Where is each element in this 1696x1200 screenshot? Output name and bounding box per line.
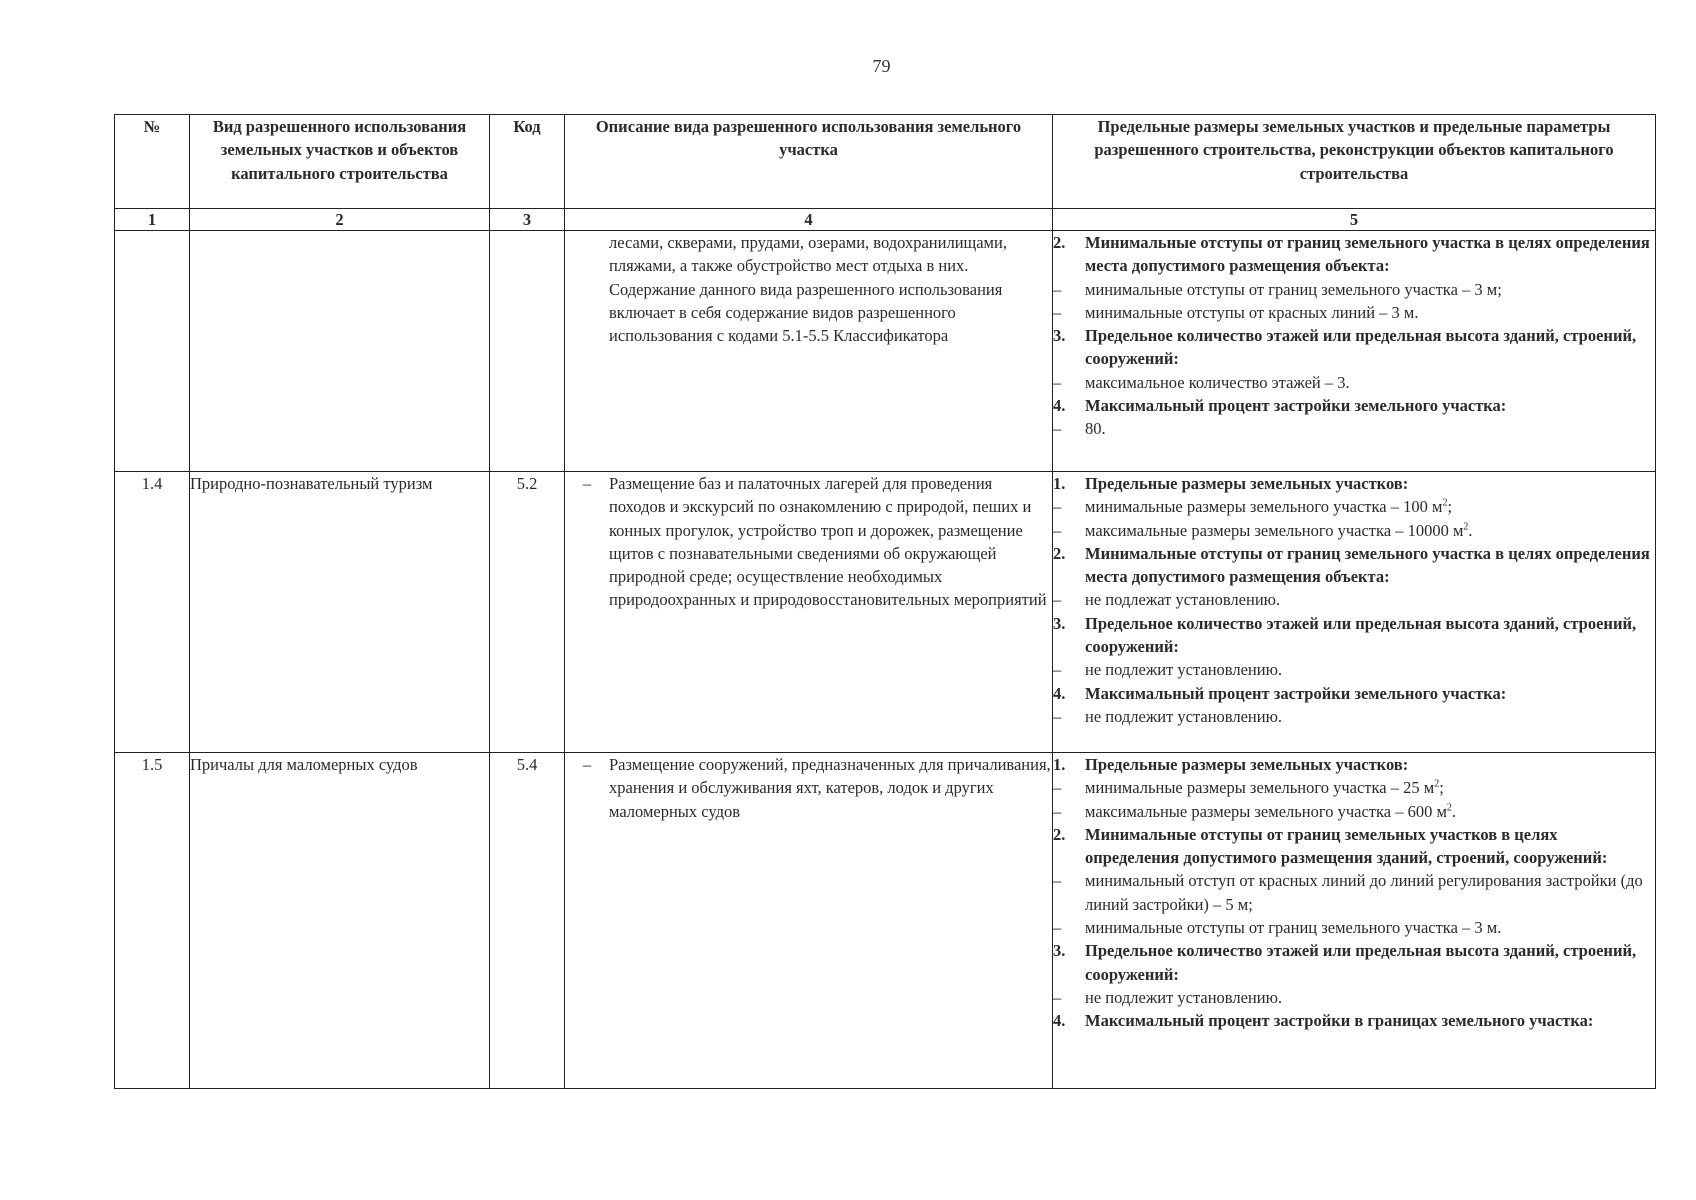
- limit-marker: –: [1053, 706, 1062, 726]
- limit-text-main: 80.: [1085, 419, 1106, 439]
- limit-text-main: Предельное количество этажей или предельная высота зданий, строений, сооружений:: [1085, 613, 1637, 657]
- limit-text: [1085, 371, 1655, 394]
- limit-heading: [1053, 394, 1655, 417]
- limit-text: [1085, 612, 1655, 659]
- limit-marker: 4.: [1053, 396, 1066, 416]
- description-dash: –: [582, 755, 592, 774]
- description-dash: –: [582, 474, 592, 493]
- limit-text: [1085, 1009, 1655, 1032]
- limit-item: [1053, 869, 1655, 916]
- limit-marker: –: [1053, 778, 1062, 798]
- limit-heading: [1053, 823, 1655, 870]
- description-text: Размещение сооружений, предназначенных для причаливания, хранения и обслуживания яхт, катеров, лодок и других маломерных судов: [609, 755, 1051, 821]
- limit-text-main: не подлежит установлению.: [1085, 660, 1283, 680]
- limit-text-main: не подлежат установлению.: [1085, 590, 1281, 610]
- limit-marker: –: [1053, 419, 1062, 439]
- limit-marker: –: [1053, 918, 1062, 938]
- limit-marker: 3.: [1053, 326, 1066, 346]
- limit-unit-sup: 2: [1434, 778, 1440, 790]
- limit-text-main: минимальные отступы от границ земельного участка – 3 м;: [1085, 279, 1502, 299]
- limit-text-tail: .: [1468, 520, 1473, 540]
- limit-text-main: минимальный отступ от красных линий до линий регулирования застройки (до линий застройки) – 5 м;: [1085, 871, 1643, 914]
- limit-text-main: минимальные отступы от красных линий – 3 м.: [1085, 302, 1419, 322]
- limit-item: [1053, 417, 1655, 440]
- limit-text-main: Предельные размеры земельных участков:: [1085, 755, 1409, 774]
- limit-text: [1085, 800, 1655, 823]
- description-item: [565, 231, 1052, 347]
- row-description-cell: [565, 231, 1053, 472]
- limit-marker: 3.: [1053, 613, 1066, 633]
- limit-item: [1053, 658, 1655, 681]
- limit-text-tail: ;: [1447, 497, 1453, 517]
- limit-marker: –: [1053, 590, 1062, 610]
- row-number: 1.5: [115, 753, 190, 1089]
- column-number-row: [115, 209, 1656, 231]
- limit-text: [1085, 231, 1655, 278]
- limit-text: [1085, 986, 1655, 1009]
- limit-marker: 4.: [1053, 683, 1066, 703]
- limit-heading: [1053, 1009, 1655, 1032]
- limit-item: [1053, 588, 1655, 611]
- limit-text: [1085, 495, 1655, 518]
- column-number: 4: [565, 209, 1053, 231]
- row-use-kind: Природно-познавательный туризм: [190, 472, 490, 753]
- limit-marker: 2.: [1053, 824, 1066, 844]
- limit-heading: [1053, 612, 1655, 659]
- limit-text-main: максимальные размеры земельного участка – 600 м: [1085, 801, 1447, 821]
- limit-marker: –: [1053, 871, 1062, 891]
- row-code: [490, 231, 565, 472]
- limit-item: [1053, 986, 1655, 1009]
- limit-unit-sup: 2: [1442, 497, 1448, 509]
- limit-marker: 3.: [1053, 941, 1066, 961]
- header-limits: Предельные размеры земельных участков и предельные параметры разрешенного строительства, реконструкции объектов капитального строительства: [1053, 115, 1656, 209]
- limit-text-main: не подлежит установлению.: [1085, 706, 1283, 726]
- limit-text-tail: ;: [1439, 778, 1444, 798]
- limit-heading: [1053, 753, 1655, 776]
- row-limits-cell: [1053, 753, 1656, 1089]
- limit-text-main: не подлежит установлению.: [1085, 987, 1283, 1007]
- description-item: [565, 472, 1052, 612]
- row-code: 5.4: [490, 753, 565, 1089]
- limit-marker: 2.: [1053, 233, 1066, 252]
- limit-text-main: минимальные отступы от границ земельного участка – 3 м.: [1085, 918, 1502, 938]
- column-number: 1: [115, 209, 190, 231]
- limit-item: [1053, 705, 1655, 728]
- limit-item: [1053, 519, 1655, 542]
- limit-marker: –: [1053, 801, 1062, 821]
- row-limits-cell: [1053, 472, 1656, 753]
- limit-text: [1085, 394, 1655, 417]
- header-description: Описание вида разрешенного использования земельного участка: [565, 115, 1053, 209]
- table-row: [115, 753, 1656, 1089]
- header-code: Код: [490, 115, 565, 209]
- row-code: 5.2: [490, 472, 565, 753]
- limit-text-main: Предельное количество этажей или предельная высота зданий, строений, сооружений:: [1085, 326, 1637, 369]
- limit-text: [1085, 542, 1655, 589]
- limit-item: [1053, 495, 1655, 518]
- limit-marker: –: [1053, 987, 1062, 1007]
- limit-text-main: Минимальные отступы от границ земельных участков в целях определения допустимого размещения зданий, строений, сооружений:: [1085, 824, 1608, 868]
- description-text: лесами, скверами, прудами, озерами, водохранилищами, пляжами, а также обустройство мест отдыха в них. Содержание данного вида разрешенного использования включает в себя содержание видов разрешенного использования с кодами 5.1-5.5 Классификатора: [609, 233, 1007, 346]
- limit-item: [1053, 371, 1655, 394]
- page-number: 79: [872, 56, 891, 76]
- limit-item: [1053, 776, 1655, 799]
- limit-text-main: Максимальный процент застройки земельного участка:: [1085, 396, 1507, 416]
- limit-text-main: Минимальные отступы от границ земельного участка в целях определения места допустимого размещения объекта:: [1085, 233, 1650, 276]
- limit-unit-sup: 2: [1446, 802, 1452, 814]
- row-use-kind: Причалы для маломерных судов: [190, 753, 490, 1089]
- limit-marker: –: [1053, 302, 1062, 322]
- column-number: 3: [490, 209, 565, 231]
- limit-heading: [1053, 682, 1655, 705]
- limit-text-main: минимальные размеры земельного участка – 25 м: [1085, 778, 1435, 798]
- limit-marker: –: [1053, 520, 1062, 540]
- row-number: 1.4: [115, 472, 190, 753]
- row-limits-cell: [1053, 231, 1656, 472]
- limit-text: [1085, 682, 1655, 705]
- limit-heading: [1053, 324, 1655, 371]
- limit-text-main: Предельные размеры земельных участков:: [1085, 474, 1409, 493]
- limit-marker: –: [1053, 497, 1062, 517]
- limit-text: [1085, 939, 1655, 986]
- limit-text: [1085, 658, 1655, 681]
- limit-text: [1085, 324, 1655, 371]
- limit-text: [1085, 753, 1655, 776]
- limit-text: [1085, 519, 1655, 542]
- limit-marker: 1.: [1053, 474, 1066, 493]
- limit-unit-sup: 2: [1463, 521, 1469, 533]
- limit-text: [1085, 472, 1655, 495]
- land-use-table: [114, 114, 1656, 1089]
- column-number: 5: [1053, 209, 1656, 231]
- row-use-kind: [190, 231, 490, 472]
- table-row: [115, 231, 1656, 472]
- row-description-cell: [565, 472, 1053, 753]
- table-row: [115, 472, 1656, 753]
- limit-text-main: максимальные размеры земельного участка – 10000 м: [1085, 520, 1464, 540]
- limit-text: [1085, 823, 1655, 870]
- limit-heading: [1053, 939, 1655, 986]
- limit-text-main: Максимальный процент застройки земельного участка:: [1085, 683, 1507, 703]
- header-num: №: [115, 115, 190, 209]
- limit-item: [1053, 301, 1655, 324]
- column-number: 2: [190, 209, 490, 231]
- limit-text-tail: .: [1451, 801, 1457, 821]
- limit-item: [1053, 800, 1655, 823]
- limit-text: [1085, 301, 1655, 324]
- limit-marker: 1.: [1053, 755, 1066, 774]
- limit-text: [1085, 869, 1655, 916]
- limit-marker: 4.: [1053, 1011, 1066, 1031]
- limit-text-main: Минимальные отступы от границ земельного участка в целях определения места допустимого размещения объекта:: [1085, 543, 1650, 587]
- limit-marker: –: [1053, 279, 1062, 299]
- limit-heading: [1053, 231, 1655, 278]
- limit-text-main: минимальные размеры земельного участка – 100 м: [1085, 497, 1443, 517]
- limit-item: [1053, 916, 1655, 939]
- limit-marker: 2.: [1053, 543, 1066, 563]
- limit-text: [1085, 417, 1655, 440]
- limit-text: [1085, 588, 1655, 611]
- limit-text-main: Предельное количество этажей или предельная высота зданий, строений, сооружений:: [1085, 941, 1637, 984]
- row-number: [115, 231, 190, 472]
- header-row: [115, 115, 1656, 209]
- limit-marker: –: [1053, 372, 1062, 392]
- limit-marker: –: [1053, 660, 1062, 680]
- description-text: Размещение баз и палаточных лагерей для проведения походов и экскурсий по ознакомлению с природой, пеших и конных прогулок, устройство троп и дорожек, размещение щитов с познавательными сведениями об окружающей природной среде; осуществление необходимых природоохранных и природовосстановительных мероприятий: [609, 474, 1047, 610]
- limit-text: [1085, 705, 1655, 728]
- limit-text-main: Максимальный процент застройки в границах земельного участка:: [1085, 1011, 1594, 1031]
- description-dash: [565, 231, 609, 347]
- limit-text: [1085, 916, 1655, 939]
- limit-text: [1085, 278, 1655, 301]
- limit-heading: [1053, 472, 1655, 495]
- limit-text-main: максимальное количество этажей – 3.: [1085, 372, 1350, 392]
- header-kind: Вид разрешенного использования земельных участков и объектов капитального строительства: [190, 115, 490, 209]
- limit-heading: [1053, 542, 1655, 589]
- limit-text: [1085, 776, 1655, 799]
- row-description-cell: [565, 753, 1053, 1089]
- description-item: [565, 753, 1052, 823]
- limit-item: [1053, 278, 1655, 301]
